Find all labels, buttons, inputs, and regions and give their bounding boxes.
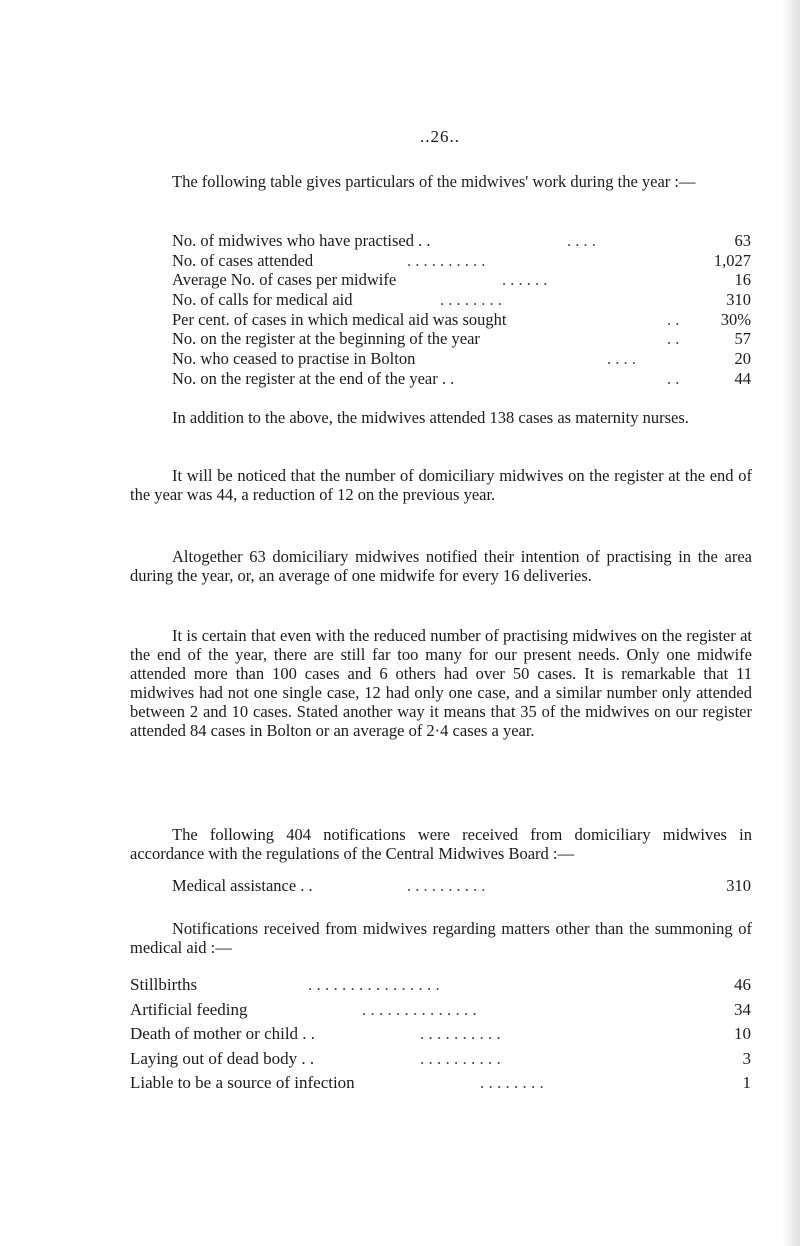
table-row <box>172 329 751 349</box>
paragraph-too-many-midwives: It is certain that even with the reduced number of practising midwives on the register at the end of the year, there are still far too many for our present needs. Only one midwife attended more than 100 cases and 6 others had over 50 cases. It is remarkable that 11 midwives had not one single case, 12 had only one case, and a similar number only attended between 2 and 10 cases. Stated another way it means that 35 of the midwives on our register attended 84 cases in Bolton or an average of 2·4 cases a year. <box>130 626 752 740</box>
row-value: 44 <box>734 368 751 388</box>
paragraph-other-matters: Notifications received from midwives regarding matters other than the summoning of medical aid :— <box>130 919 752 957</box>
row-label: No. of midwives who have practised . . <box>172 231 431 250</box>
page-number: ..26.. <box>420 127 460 146</box>
row-value: 1,027 <box>713 250 751 270</box>
page-edge-shadow <box>782 0 800 1246</box>
table-row <box>172 231 751 251</box>
row-label: Death of mother or child . . <box>130 1024 316 1043</box>
row-label: Liable to be a source of infection <box>130 1073 355 1092</box>
paragraph-notified-intention: Altogether 63 domiciliary midwives notified their intention of practising in the area during the year, or, an average of one midwife for every 16 deliveries. <box>130 547 752 585</box>
row-label: Per cent. of cases in which medical aid was sought <box>172 309 507 329</box>
leader-dots: . . . . . . . . . . <box>420 1048 501 1068</box>
row-label: Average No. of cases per midwife <box>172 270 397 290</box>
row-label: Laying out of dead body . . <box>130 1048 315 1068</box>
leader-dots: . . <box>667 329 680 349</box>
row-label: Stillbirths <box>130 975 198 994</box>
leader-dots: . . . . . . <box>502 270 548 290</box>
table-row <box>172 310 751 330</box>
row-value: 1 <box>742 1073 751 1092</box>
row-value: 10 <box>734 1024 751 1043</box>
paragraph-register-reduction: It will be noticed that the number of domiciliary midwives on the register at the end of the year was 44, a reduction of 12 on the previous year. <box>130 466 752 504</box>
row-label: No. who ceased to practise in Bolton <box>172 349 416 369</box>
row-label: No. on the register at the beginning of the year <box>172 329 480 349</box>
table-row <box>172 270 751 290</box>
row-value: 310 <box>726 290 751 310</box>
table-row <box>130 1071 751 1096</box>
table-row <box>130 998 751 1023</box>
leader-dots: . . . . . . . . . . <box>420 1024 501 1043</box>
table-row <box>172 251 751 271</box>
leader-dots: . . . . . . . . <box>440 290 502 310</box>
row-value: 57 <box>734 329 751 349</box>
row-value: 34 <box>734 999 751 1019</box>
paragraph-maternity-nurses: In addition to the above, the midwives attended 138 cases as maternity nurses. <box>172 408 689 427</box>
row-label: No. on the register at the end of the year . . <box>172 368 455 388</box>
row-value: 3 <box>742 1048 751 1068</box>
row-label: Medical assistance . . <box>172 876 313 895</box>
table-row <box>172 290 751 310</box>
midwives-particulars-table <box>172 231 751 389</box>
paragraph-notifications-received: The following 404 notifications were received from domiciliary midwives in accordance with the regulations of the Central Midwives Board :— <box>130 825 752 863</box>
leader-dots: . . . . . . . . . . . . . . <box>362 999 477 1019</box>
leader-dots: . . . . . . . . . . . . . . . . <box>308 975 440 994</box>
leader-dots: . . . . <box>567 231 596 250</box>
row-value: 30% <box>720 309 751 329</box>
leader-dots: . . . . . . . . . . <box>407 876 486 895</box>
intro-paragraph: The following table gives particulars of the midwives' work during the year :— <box>172 172 696 191</box>
leader-dots: . . <box>667 368 680 388</box>
notifications-table <box>130 973 751 1096</box>
row-value: 63 <box>734 231 751 250</box>
leader-dots: . . . . . . . . <box>480 1073 544 1092</box>
row-label: No. of calls for medical aid <box>172 290 353 310</box>
table-row <box>130 1022 751 1047</box>
table-row <box>130 1047 751 1072</box>
row-label: No. of cases attended <box>172 250 314 270</box>
table-row <box>172 369 751 389</box>
row-label: Artificial feeding <box>130 999 248 1019</box>
leader-dots: . . <box>667 309 680 329</box>
row-value: 16 <box>734 270 751 290</box>
row-value: 310 <box>726 876 751 895</box>
row-value: 20 <box>734 349 751 369</box>
leader-dots: . . . . . . . . . . <box>407 250 486 270</box>
table-row <box>130 973 751 998</box>
leader-dots: . . . . <box>607 349 636 369</box>
table-row <box>172 349 751 369</box>
medical-assistance-row <box>172 876 751 896</box>
row-value: 46 <box>734 975 751 994</box>
